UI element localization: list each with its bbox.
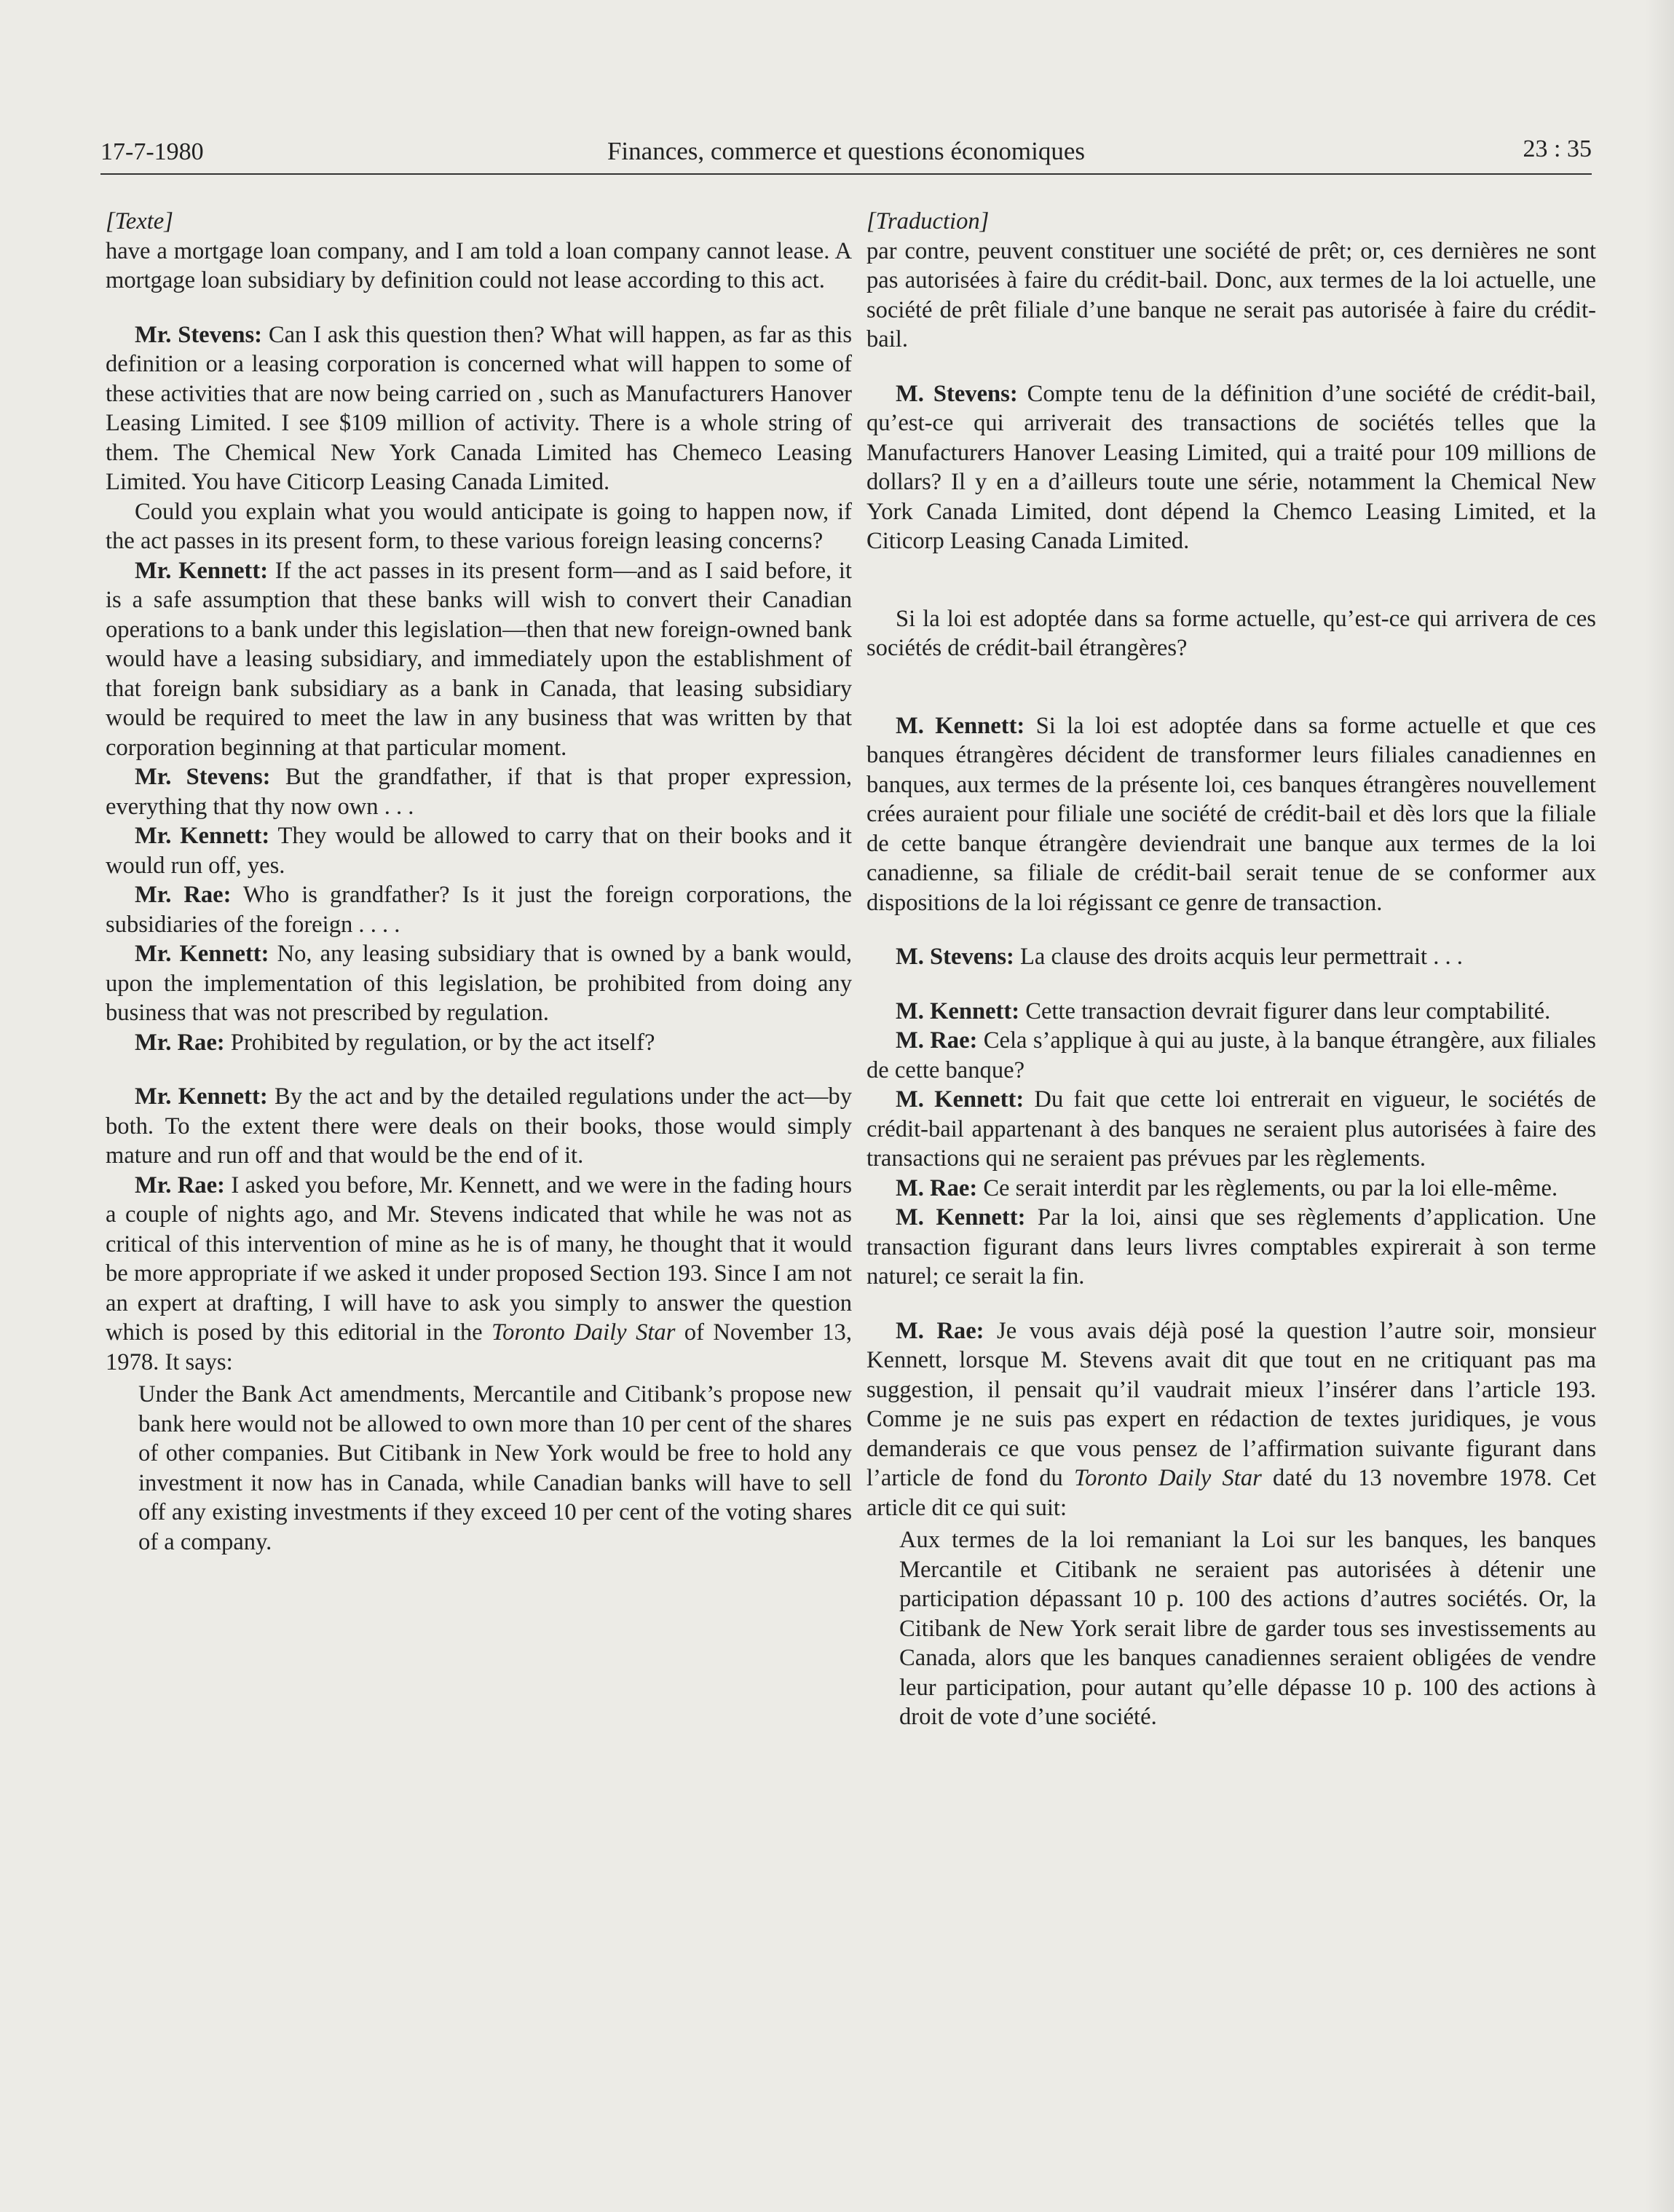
speech-text: Cette transaction devrait figurer dans leur comptabilité.	[1019, 998, 1551, 1024]
paragraph	[106, 762, 852, 821]
speech-text: Cela s’applique à qui au juste, à la banque étrangère, aux filiales de cette banque?	[866, 1027, 1596, 1083]
paragraph	[866, 1203, 1596, 1292]
speaker-name: M. Rae:	[896, 1027, 978, 1054]
header-date: 17-7-1980	[100, 138, 204, 165]
speaker-name: M. Stevens:	[896, 380, 1018, 407]
paragraph	[106, 880, 852, 939]
paragraph	[106, 1082, 852, 1171]
speaker-name: Mr. Rae:	[135, 1172, 225, 1198]
paragraph	[866, 1316, 1596, 1523]
speech-text: Par la loi, ainsi que ses règlements d’application. Une transaction figurant dans leurs livres comptables expirerait à son terme naturel; ce serait la fin.	[866, 1204, 1596, 1289]
speech-text: Je vous avais déjà posé la question l’autre soir, monsieur Kennett, lorsque M. Stevens avait dit que tout en ne critiquant pas ma suggestion, il pensait qu’il vaudrait mieux l’insérer dans l’article 193. Comme je ne suis pas expert en rédaction de textes juridiques, je vous demanderais ce que vous pensez de l’affirmation suivante figurant dans l’article de fond du	[866, 1317, 1596, 1491]
speaker-name: M. Kennett:	[896, 998, 1020, 1024]
speaker-name: Mr. Stevens:	[135, 321, 263, 348]
paragraph: Si la loi est adoptée dans sa forme actuelle, qu’est-ce qui arrivera de ces sociétés de crédit-bail étrangères?	[866, 605, 1596, 661]
speaker-name: Mr. Kennett:	[135, 941, 269, 967]
speech-text: Ce serait interdit par les règlements, ou par la loi elle-même.	[977, 1174, 1558, 1201]
speech-text: Who is grandfather? Is it just the foreign corporations, the subsidiaries of the foreign . . . .	[106, 882, 852, 938]
speech-text: No, any leasing subsidiary that is owned by a bank would, upon the implementation of this legislation, be prohibited from doing any business that was not prescribed by regulation.	[106, 941, 852, 1026]
speech-text: Si la loi est adoptée dans sa forme actuelle et que ces banques étrangères décident de transformer leurs filiales canadiennes en banques, aux termes de la présente loi, ces banques étrangères nouvellement crées auraient pour filiale une société de crédit-bail et dès lors que la filiale de cette banque étrangère deviendrait une banque aux termes de la loi canadienne, sa filiale de crédit-bail serait tenue de se conformer aux dispositions de la loi régissant ce genre de transaction.	[866, 712, 1596, 916]
header-title: Finances, commerce et questions économiques	[607, 137, 1086, 165]
paragraph	[106, 320, 852, 497]
header-page-number: 23 : 35	[1523, 135, 1592, 162]
paragraph	[866, 1085, 1596, 1174]
speaker-name: Mr. Kennett:	[135, 557, 269, 584]
speaker-name: Mr. Kennett:	[135, 823, 270, 849]
header-rule	[100, 173, 1592, 175]
paragraph: have a mortgage loan company, and I am told a loan company cannot lease. A mortgage loan subsidiary by definition could not lease according to this act.	[106, 237, 852, 293]
paragraph: Could you explain what you would anticipate is going to happen now, if the act passes in its present form, to these various foreign leasing concerns?	[106, 498, 852, 554]
speaker-name: M. Kennett:	[896, 1086, 1024, 1113]
speech-text: Prohibited by regulation, or by the act itself?	[224, 1029, 655, 1056]
speaker-name: Mr. Stevens:	[135, 764, 271, 790]
paragraph	[106, 1171, 852, 1378]
paragraph	[866, 997, 1596, 1027]
page-header	[100, 128, 1592, 172]
speech-text: But the grandfather, if that is that proper expression, everything that thy now own . . .	[106, 764, 852, 820]
newspaper-title: Toronto Daily Star	[1073, 1465, 1262, 1491]
speaker-name: M. Rae:	[896, 1174, 978, 1201]
speech-text: La clause des droits acquis leur permettrait . . .	[1014, 944, 1463, 970]
speaker-name: M. Kennett:	[896, 1204, 1026, 1231]
newspaper-title: Toronto Daily Star	[491, 1319, 676, 1346]
speech-text: Can I ask this question then? What will happen, as far as this definition or a leasing corporation is concerned what will happen to some of these activities that are now being carried on , such as Manufacturers Hanover Leasing Limited. I see $109 million of activity. There is a whole string of them. The Chemical New York Canada Limited has Chemeco Leasing Limited. You have Citicorp Leasing Canada Limited.	[106, 321, 853, 495]
speaker-name: M. Rae:	[896, 1317, 984, 1344]
speaker-name: Mr. Rae:	[135, 882, 232, 908]
block-quote: Aux termes de la loi remaniant la Loi sur les banques, les banques Mercantile et Citibank ne seraient pas autorisées à détenir une participation dépassant 10 p. 100 des actions d’autres sociétés. Or, la Citibank de New York serait libre de garder tous ses investissements au Canada, alors que les banques canadiennes seraient obligées de vendre leur participation, pour autant qu’elle dépasse 10 p. 100 des actions à droit de vote d’une société.	[899, 1527, 1596, 1730]
speech-text: I asked you before, Mr. Kennett, and we were in the fading hours a couple of nights ago, and Mr. Stevens indicated that while he was not as critical of this intervention of mine as he is of many, he thought that it would be more appropriate if we asked it under proposed Section 193. Since I am not an expert at drafting, I will have to ask you simply to answer the question which is posed by this editorial in the	[106, 1172, 852, 1346]
speech-text: daté du 13 novembre 1978. Cet article dit ce qui suit:	[866, 1465, 1597, 1521]
paragraph	[106, 821, 852, 880]
paragraph	[866, 1026, 1596, 1085]
speech-text: If the act passes in its present form—and as I said before, it is a safe assumption that these banks will wish to convert their Canadian operations to a bank under this legislation—then that new foreign-owned bank would have a leasing subsidiary, and immediately upon the establishment of that foreign bank subsidiary as a bank in Canada, that leasing subsidiary would be required to meet the law in any business that was written by that corporation beginning at that particular moment.	[106, 557, 852, 761]
speech-text: Du fait que cette loi entrerait en vigueur, le sociétés de crédit-bail appartenant à des banques ne seraient plus autorisées à faire des transactions qui ne seraient pas prévues par les règlements.	[866, 1086, 1596, 1172]
column-label: [Texte]	[106, 208, 173, 234]
paragraph	[106, 556, 852, 763]
speech-text: of November 13, 1978. It says:	[106, 1319, 852, 1375]
page-binding-shadow	[1645, 0, 1674, 2212]
paragraph	[866, 1174, 1596, 1204]
speaker-name: M. Stevens:	[896, 944, 1014, 970]
paragraph	[866, 711, 1596, 918]
speaker-name: Mr. Rae:	[135, 1029, 225, 1056]
speaker-name: Mr. Kennett:	[135, 1083, 268, 1110]
paragraph	[106, 939, 852, 1028]
speech-text: By the act and by the detailed regulations under the act—by both. To the extent there were deals on their books, those would simply mature and run off and that would be the end of it.	[106, 1083, 853, 1169]
speaker-name: M. Kennett:	[896, 712, 1025, 739]
french-column	[866, 207, 1596, 1732]
paragraph: par contre, peuvent constituer une société de prêt; or, ces dernières ne sont pas autorisées à faire du crédit-bail. Donc, aux termes de la loi actuelle, une société de prêt filiale d’une banque ne serait pas autorisée à faire du crédit-bail.	[866, 237, 1596, 352]
paragraph	[866, 942, 1596, 972]
speech-text: Compte tenu de la définition d’une société de crédit-bail, qu’est-ce qui arriverait des transactions de sociétés telles que la Manufacturers Hanover Leasing Limited, qui a traité pour 109 millions de dollars? Il y en a d’ailleurs toute une série, notamment la Chemical New York Canada Limited, dont dépend la Chemco Leasing Limited, et la Citicorp Leasing Canada Limited.	[866, 380, 1596, 554]
english-column	[106, 207, 852, 1557]
paragraph	[106, 1028, 852, 1058]
speech-text: They would be allowed to carry that on their books and it would run off, yes.	[106, 823, 852, 879]
block-quote: Under the Bank Act amendments, Mercantile and Citibank’s propose new bank here would not be allowed to own more than 10 per cent of the shares of other companies. But Citibank in New York would be free to hold any investment it now has in Canada, while Canadian banks will have to sell off any existing investments if they exceed 10 per cent of the voting shares of a company.	[138, 1381, 852, 1555]
column-label: [Traduction]	[866, 208, 990, 234]
paragraph	[866, 379, 1596, 556]
